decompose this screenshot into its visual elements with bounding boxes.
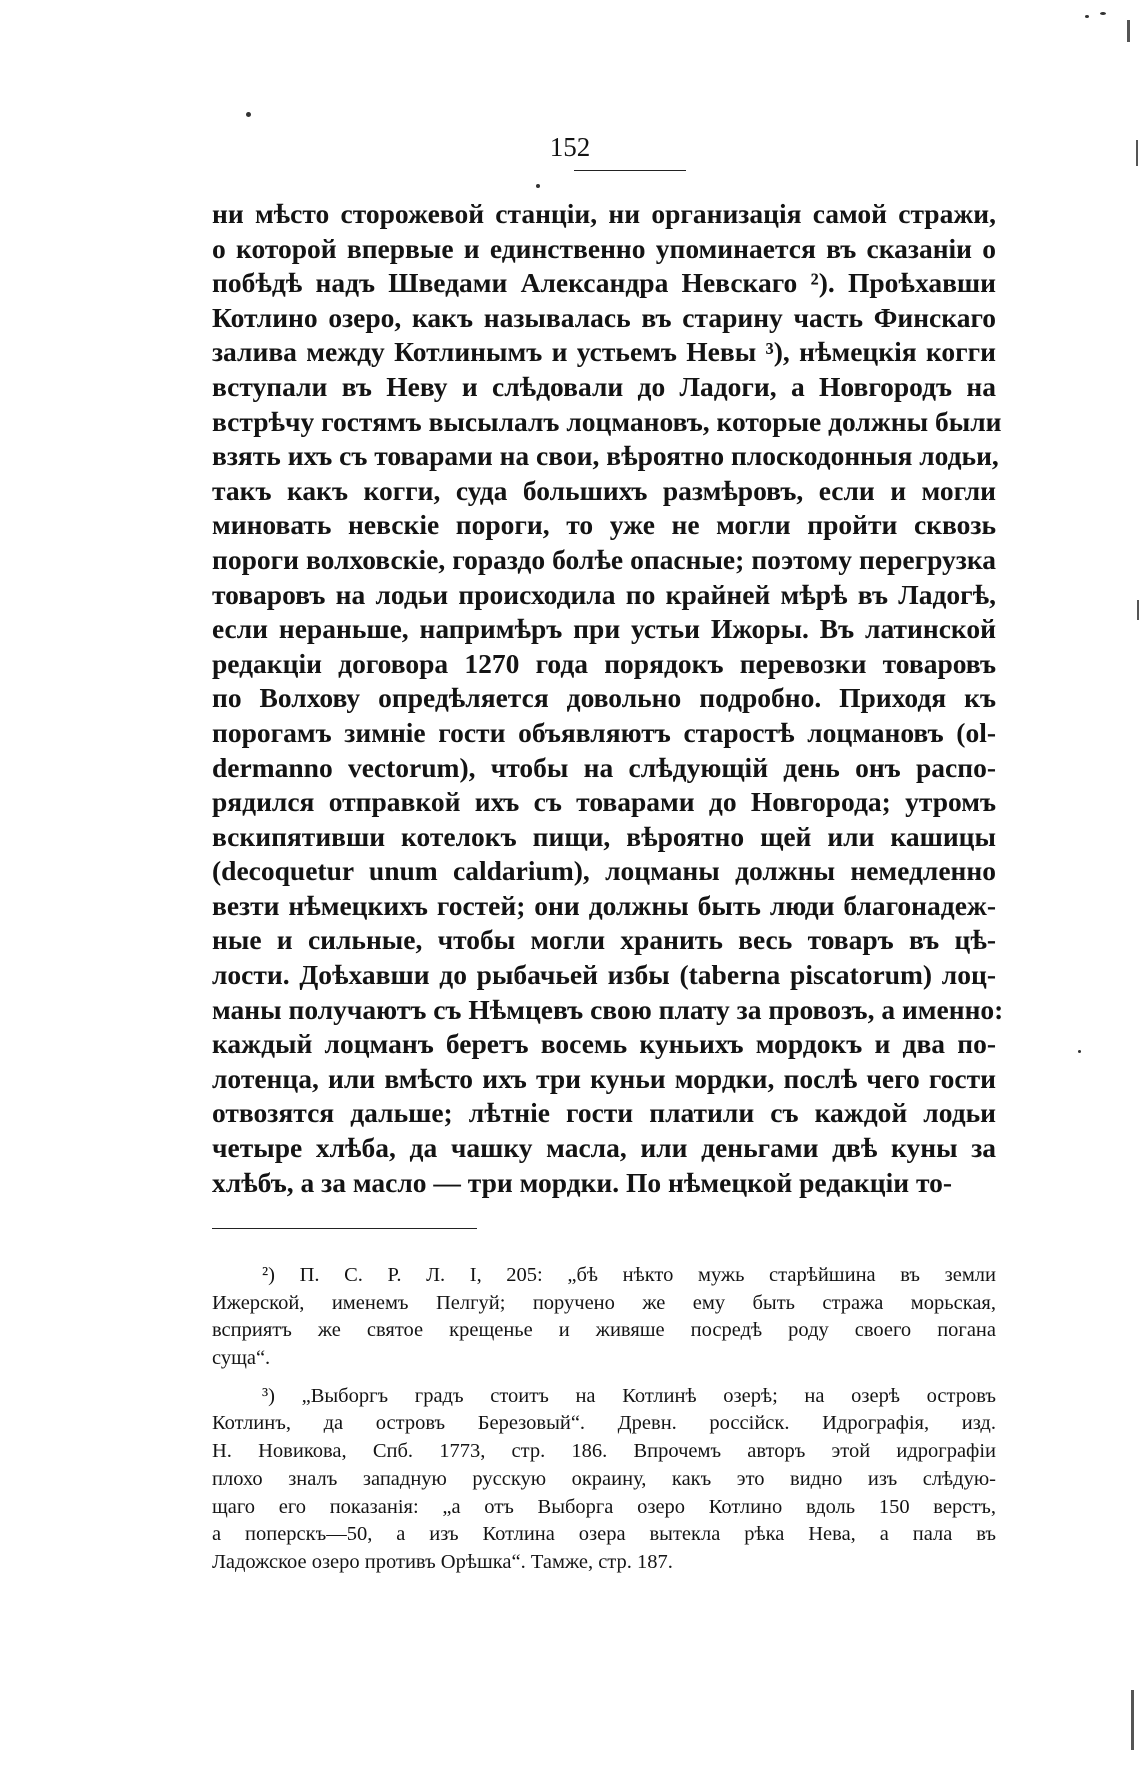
text-line: лости. Доѣхавши до рыбачьей избы (taberna piscatorum) лоц-: [212, 959, 996, 991]
text-line: рядился отправкой ихъ съ товарами до Новгорода; утромъ: [212, 786, 996, 818]
footnote-line: щаго его показанія: „а отъ Выборга озеро Котлино вдоль 150 верстъ,: [212, 1495, 996, 1518]
text-line: Котлино озеро, какъ называлась въ старину часть Финскаго: [212, 301, 996, 333]
text-line: товаровъ на лодьи происходила по крайней мѣрѣ въ Ладогѣ,: [212, 578, 996, 610]
text-line: по Волхову опредѣляется довольно подробно. Приходя къ: [212, 682, 996, 714]
footnote-line: всприятъ же святое крещенье и живяше посредѣ роду своего погана: [212, 1319, 996, 1342]
main-text: [212, 197, 1004, 1200]
text-line: взять ихъ съ товарами на свои, вѣроятно плоскодонныя лодьи,: [212, 440, 999, 472]
footnote-line: Ладожское озеро противъ Орѣшка“. Тамже, стр. 187.: [212, 1550, 673, 1573]
footnote-line: Ижерской, именемъ Пелгуй; поручено же ему быть стража морьская,: [212, 1291, 996, 1314]
scan-edge-mark: [1137, 600, 1139, 620]
text-line: залива между Котлинымъ и устьемъ Невы ³), нѣмецкія когги: [212, 336, 996, 368]
footnote-rule: [212, 1228, 477, 1229]
scan-speck: [1100, 12, 1106, 15]
text-line: каждый лоцманъ беретъ восемь куньихъ мордокъ и два по-: [212, 1028, 996, 1060]
text-line: четыре хлѣба, да чашку масла, или деньгами двѣ куны за: [212, 1132, 996, 1164]
scan-edge-mark: [1131, 1690, 1134, 1750]
footnote-line: суща“.: [212, 1347, 271, 1370]
text-line: dermanno vectorum), чтобы на слѣдующій день онъ распо-: [212, 751, 996, 783]
scan-speck: [536, 184, 540, 188]
text-line: (decoquetur unum caldarium), лоцманы должны немедленно: [212, 855, 996, 887]
page-number-rule: [574, 170, 686, 171]
footnotes: [212, 1262, 996, 1577]
footnote-3: [212, 1383, 996, 1577]
footnote-2: [212, 1262, 996, 1373]
text-line: побѣдѣ надъ Шведами Александра Невскаго ²). Проѣхавши: [212, 267, 996, 299]
text-line: порогамъ зимніе гости объявляютъ старостѣ лоцмановъ (ol-: [212, 716, 996, 748]
text-line: лотенца, или вмѣсто ихъ три куньи мордки, послѣ чего гости: [212, 1062, 996, 1094]
scan-speck: [1085, 15, 1089, 18]
footnote-line: Котлинъ, да островъ Березовый“. Древн. россійск. Идрографія, изд.: [212, 1412, 996, 1435]
text-line: маны получаютъ съ Нѣмцевъ свою плату за провозъ, а именно:: [212, 993, 1004, 1025]
footnote-line: Н. Новикова, Спб. 1773, стр. 186. Впрочемъ авторъ этой идрографіи: [212, 1440, 996, 1463]
footnote-line: ²) П. С. Р. Л. I, 205: „бѣ нѣкто мужь старѣйшина въ земли: [262, 1264, 996, 1286]
text-line: миновать невскіе пороги, то уже не могли пройти сквозь: [212, 509, 996, 541]
text-line: пороги волховскіе, гораздо болѣе опасные; поэтому перегрузка: [212, 543, 996, 575]
text-line: хлѣбъ, а за масло — три мордки. По нѣмецкой редакціи то-: [212, 1166, 953, 1198]
text-line: отвозятся дальше; лѣтніе гости платили съ каждой лодьи: [212, 1097, 996, 1129]
scan-speck: [246, 112, 251, 117]
text-line: вскипятивши котелокъ пищи, вѣроятно щей или кашицы: [212, 820, 996, 852]
text-line: везти нѣмецкихъ гостей; они должны быть люди благонадеж-: [212, 889, 996, 921]
footnote-line: плохо зналъ западную русскую окраину, какъ это видно изъ слѣдую-: [212, 1467, 996, 1490]
text-line: встрѣчу гостямъ высылалъ лоцмановъ, которые должны были: [212, 405, 1002, 437]
text-line: редакціи договора 1270 года порядокъ перевозки товаровъ: [212, 647, 996, 679]
text-line: ные и сильные, чтобы могли хранить весь товаръ въ цѣ-: [212, 924, 996, 956]
text-line: если нераньше, напримѣръ при устьи Ижоры. Въ латинской: [212, 613, 996, 645]
text-line: такъ какъ когги, суда большихъ размѣровъ, если и могли: [212, 474, 996, 506]
footnote-line: а поперскъ—50, а изъ Котлина озера вытекла рѣка Нева, а пала въ: [212, 1523, 996, 1546]
footnote-gap: [212, 1373, 996, 1383]
page-number: 152: [549, 132, 591, 162]
scan-speck: [1078, 1050, 1081, 1053]
scan-edge-mark: [1136, 140, 1138, 166]
scan-edge-mark: [1127, 20, 1130, 42]
text-line: ни мѣсто сторожевой станціи, ни организація самой стражи,: [212, 198, 996, 229]
footnote-line: ³) „Выборгъ градъ стоитъ на Котлинѣ озерѣ; на озерѣ островъ: [262, 1384, 996, 1407]
text-line: о которой впервые и единственно упоминается въ сказаніи о: [212, 232, 996, 264]
text-line: вступали въ Неву и слѣдовали до Ладоги, а Новгородъ на: [212, 370, 996, 402]
